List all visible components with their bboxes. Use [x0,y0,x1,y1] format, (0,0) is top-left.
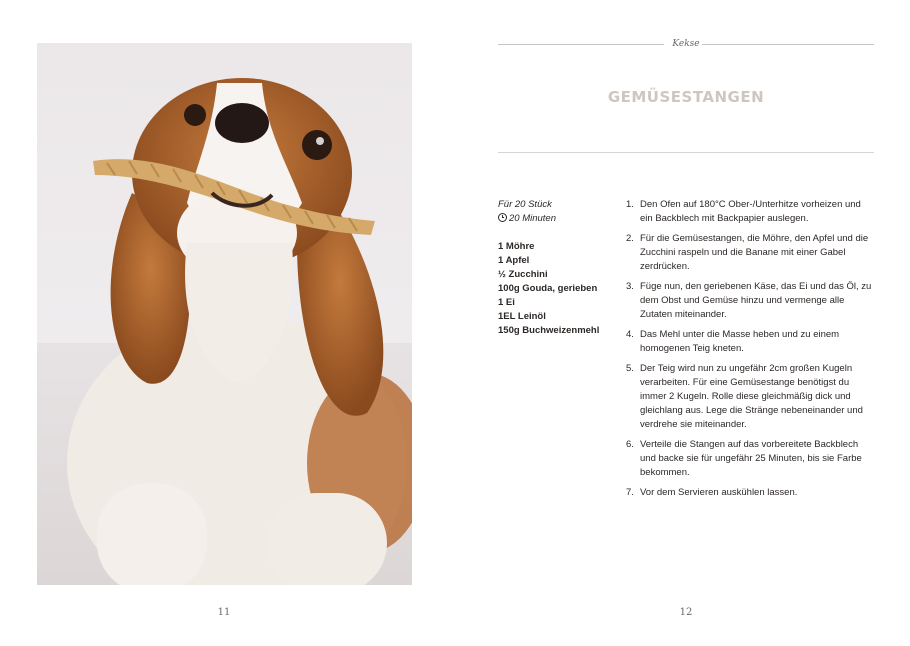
instruction-step [626,486,876,500]
section-header [498,36,874,52]
recipe-time-row [498,212,618,226]
step-number: 5. [626,363,634,374]
recipe-title: GEMÜSESTANGEN [607,88,765,106]
page-number-left: 11 [217,607,231,618]
step-text: Das Mehl unter die Masse heben und zu einem homogenen Teig kneten. [640,329,840,354]
ingredient-item: 100g Gouda, gerieben [498,283,598,294]
step-number: 4. [626,329,634,340]
section-rule-right [702,44,874,45]
dog-illustration [37,43,412,585]
step-text: Der Teig wird nun zu ungefähr 2cm großen Kugeln verarbeiten. Für eine Gemüsestange benötigst du immer 2 Kugeln. Rolle diese gleichmäßig dick und gleichlang aus. Lege die Stränge nebeneinander und verdrehe sie miteinander. [640,363,863,430]
recipe-yield: Für 20 Stück [498,199,552,210]
recipe-time: 20 Minuten [509,213,557,224]
instruction-step [626,280,876,322]
instruction-step [626,198,876,226]
step-number: 7. [626,487,634,498]
step-text: Den Ofen auf 180°C Ober-/Unterhitze vorheizen und ein Backblech mit Backpapier auslegen. [640,199,861,224]
clock-icon [498,213,507,222]
step-number: 6. [626,439,634,450]
ingredient-item: 1 Apfel [498,255,530,266]
instruction-step [626,362,876,432]
dog-photo [37,43,412,585]
step-text: Füge nun, den geriebenen Käse, das Ei und das Öl, zu dem Obst und Gemüse hinzu und vermenge alle Zutaten miteinander. [640,281,872,320]
instruction-list [626,198,876,506]
step-number: 3. [626,281,634,292]
section-label: Kekse [672,39,700,49]
step-number: 2. [626,233,634,244]
step-text: Verteile die Stangen auf das vorbereitete Backblech und backe sie für ungefähr 25 Minuten, bis sie Farbe bekommen. [640,439,862,478]
title-divider [498,152,874,153]
step-text: Für die Gemüsestangen, die Möhre, den Apfel und die Zucchini raspeln und die Banane mit einer Gabel zerdrücken. [640,233,869,272]
ingredient-item: 1EL Leinöl [498,311,546,322]
recipe-meta [498,198,618,338]
step-text: Vor dem Servieren auskühlen lassen. [640,487,798,498]
step-number: 1. [626,199,634,210]
ingredient-item: 150g Buchweizenmehl [498,325,600,336]
instruction-step [626,438,876,480]
instruction-step [626,232,876,274]
ingredient-item: 1 Ei [498,297,515,308]
ingredient-item: ½ Zucchini [498,269,548,280]
ingredient-item: 1 Möhre [498,241,535,252]
page-number-right: 12 [679,607,693,618]
instruction-step [626,328,876,356]
ingredient-list [498,240,618,338]
